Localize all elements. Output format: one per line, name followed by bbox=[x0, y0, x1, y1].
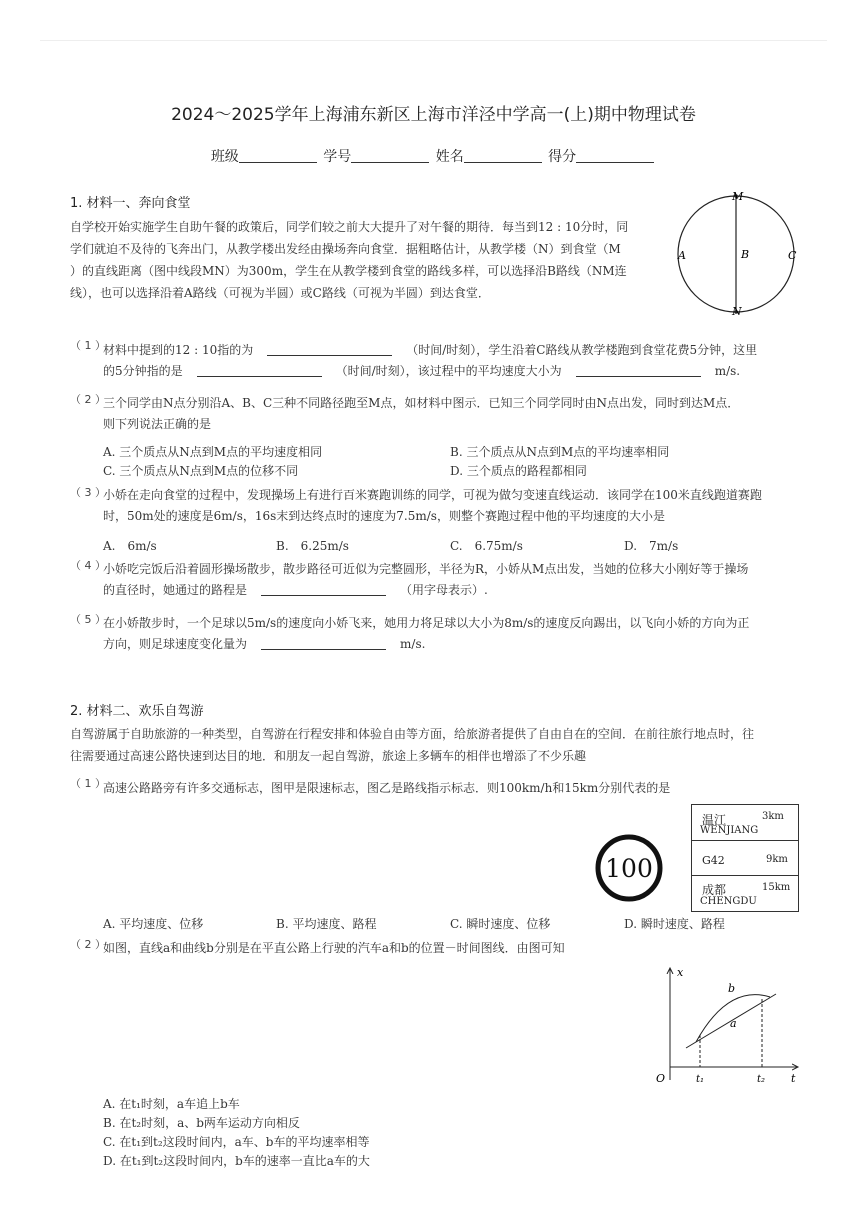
q-text: 材料中提到的12 : 10指的为 bbox=[103, 343, 254, 357]
route-row bbox=[692, 841, 798, 876]
label-b: B bbox=[741, 248, 750, 261]
route-row bbox=[692, 805, 798, 841]
q-text: 三个同学由N点分别沿A、B、C三种不同路径跑至M点，如材料中图示．已知三个同学同时由N点出发，同时到达M点． bbox=[103, 396, 740, 410]
label-m: M bbox=[732, 190, 744, 203]
material-line: 自学校开始实施学生自助午餐的政策后，同学们较之前大大提升了对午餐的期待．每当到12 : 10分时，同 bbox=[70, 220, 629, 234]
question-1-2 bbox=[103, 393, 793, 435]
top-divider bbox=[40, 40, 827, 41]
option-a[interactable]: A. 在t₁时刻，a车追上b车 bbox=[103, 1097, 240, 1111]
option-c[interactable]: C. 三个质点从N点到M点的位移不同 bbox=[103, 464, 299, 478]
question-number: （ 2 ） bbox=[70, 393, 106, 406]
t1-label: t₁ bbox=[696, 1074, 705, 1085]
question-number: （ 1 ） bbox=[70, 777, 106, 790]
option-b[interactable]: B. 三个质点从N点到M点的平均速率相同 bbox=[450, 445, 670, 459]
class-blank[interactable] bbox=[239, 148, 317, 163]
q-text: m/s. bbox=[400, 637, 426, 651]
route-name: 成都 bbox=[702, 883, 727, 897]
material-line: 学们就迫不及待的飞奔出门，从教学楼出发经由操场奔向食堂．据粗略估计，从教学楼（N）到食堂（M bbox=[70, 242, 621, 256]
question-number: （ 3 ） bbox=[70, 486, 106, 499]
id-blank[interactable] bbox=[351, 148, 429, 163]
q-text: （时间/时刻），学生沿着C路线从教学楼跑到食堂花费5分钟，这里 bbox=[406, 343, 758, 357]
option-c[interactable]: C. 瞬时速度、位移 bbox=[450, 917, 551, 931]
answer-blank[interactable] bbox=[197, 364, 322, 377]
q-text: 则下列说法正确的是 bbox=[103, 417, 212, 431]
q-text: 小娇吃完饭后沿着圆形操场散步，散步路径可近似为完整圆形，半径为R，小娇从M点出发，当她的位移大小刚好等于操场 bbox=[103, 562, 749, 576]
question-number: （ 1 ） bbox=[70, 339, 106, 352]
route-sign bbox=[691, 804, 799, 912]
q-text: 的直径时，她通过的路程是 bbox=[103, 583, 248, 597]
student-info-row bbox=[0, 146, 867, 166]
route-pinyin: CHENGDU bbox=[700, 896, 757, 907]
question-number: （ 4 ） bbox=[70, 559, 106, 572]
line-a-label: a bbox=[730, 1017, 737, 1030]
question-1-5 bbox=[103, 613, 793, 655]
page-title: 2024～2025学年上海浦东新区上海市洋泾中学高一(上)期中物理试卷 bbox=[171, 105, 696, 125]
material-line: 自驾游属于自助旅游的一种类型，自驾游在行程安排和体验自由等方面，给旅游者提供了自由自在的空间．在前往旅行地点时，往 bbox=[70, 727, 755, 741]
q-text: 时，50m处的速度是6m/s，16s末到达终点时的速度为7.5m/s，则整个赛跑过程中他的平均速度的大小是 bbox=[103, 509, 665, 523]
answer-blank[interactable] bbox=[261, 637, 386, 650]
question-number: （ 2 ） bbox=[70, 938, 106, 951]
question-number: （ 5 ） bbox=[70, 613, 106, 626]
field-name: 姓名 bbox=[435, 149, 464, 165]
section1-material bbox=[70, 216, 670, 304]
answer-blank[interactable] bbox=[576, 364, 701, 377]
q-text: （时间/时刻），该过程中的平均速度大小为 bbox=[335, 364, 562, 378]
question-1-3 bbox=[103, 485, 793, 527]
answer-blank[interactable] bbox=[267, 343, 392, 356]
option-c[interactable]: C. 6.75m/s bbox=[450, 539, 523, 553]
option-d[interactable]: D. 在t₁到t₂这段时间内，b车的速率一直比a车的大 bbox=[103, 1154, 370, 1168]
position-time-graph bbox=[648, 962, 808, 1090]
option-b[interactable]: B. 平均速度、路程 bbox=[276, 917, 377, 931]
route-row bbox=[692, 876, 798, 911]
material-line: 往需要通过高速公路快速到达目的地．和朋友一起自驾游，旅途上多辆车的相伴也增添了不少乐趣 bbox=[70, 749, 587, 763]
field-score: 得分 bbox=[548, 149, 577, 165]
route-distance: 9km bbox=[766, 854, 788, 865]
option-a[interactable]: A. 三个质点从N点到M点的平均速度相同 bbox=[103, 445, 323, 459]
score-blank[interactable] bbox=[576, 148, 654, 163]
section2-material bbox=[70, 723, 810, 767]
field-class: 班级 bbox=[210, 149, 239, 165]
speed-limit-sign bbox=[594, 833, 664, 903]
question-2-1 bbox=[103, 778, 793, 799]
q-text: 高速公路路旁有许多交通标志，图甲是限速标志，图乙是路线指示标志．则100km/h和15km分别代表的是 bbox=[103, 781, 671, 795]
option-d[interactable]: D. 三个质点的路程都相同 bbox=[450, 464, 587, 478]
label-n: N bbox=[732, 305, 742, 318]
option-a[interactable]: A. 平均速度、位移 bbox=[103, 917, 204, 931]
answer-blank[interactable] bbox=[261, 583, 386, 596]
field-id: 学号 bbox=[323, 149, 352, 165]
q-text: 小娇在走向食堂的过程中，发现操场上有进行百米赛跑训练的同学，可视为做匀变速直线运动．该同学在100米直线跑道赛跑 bbox=[103, 488, 762, 502]
circle-route-figure bbox=[672, 188, 807, 320]
q-text: 方向，则足球速度变化量为 bbox=[103, 637, 248, 651]
q-text: 的5分钟指的是 bbox=[103, 364, 183, 378]
q-text: （用字母表示）. bbox=[400, 583, 488, 597]
option-b[interactable]: B. 6.25m/s bbox=[276, 539, 349, 553]
curve-b-label: b bbox=[728, 982, 736, 995]
option-b[interactable]: B. 在t₂时刻，a、b两车运动方向相反 bbox=[103, 1116, 300, 1130]
question-1-1 bbox=[103, 340, 793, 382]
route-pinyin: WENJIANG bbox=[700, 825, 759, 836]
material-line: 线），也可以选择沿着A路线（可视为半圆）或C路线（可视为半圆）到达食堂． bbox=[70, 286, 490, 300]
route-distance: 15km bbox=[762, 882, 791, 893]
route-name: 温江 bbox=[702, 813, 727, 827]
name-blank[interactable] bbox=[464, 148, 542, 163]
speed-limit-value: 100 bbox=[605, 854, 653, 883]
question-2-2 bbox=[103, 938, 793, 959]
label-a: A bbox=[678, 249, 686, 262]
section1-heading: 1. 材料一、奔向食堂 bbox=[70, 196, 191, 211]
option-a[interactable]: A. 6m/s bbox=[103, 539, 157, 553]
t2-label: t₂ bbox=[757, 1074, 766, 1085]
origin-label: O bbox=[656, 1072, 666, 1085]
question-1-4 bbox=[103, 559, 793, 601]
option-d[interactable]: D. 瞬时速度、路程 bbox=[624, 917, 725, 931]
x-axis-label: t bbox=[791, 1072, 796, 1085]
option-d[interactable]: D. 7m/s bbox=[624, 539, 679, 553]
route-distance: 3km bbox=[762, 811, 784, 822]
q-text: 在小娇散步时，一个足球以5m/s的速度向小娇飞来，她用力将足球以大小为8m/s的速度反向踢出，以飞向小娇的方向为正 bbox=[103, 616, 750, 630]
section2-heading: 2. 材料二、欢乐自驾游 bbox=[70, 704, 204, 719]
option-c[interactable]: C. 在t₁到t₂这段时间内，a车、b车的平均速率相等 bbox=[103, 1135, 370, 1149]
q-text: 如图，直线a和曲线b分别是在平直公路上行驶的汽车a和b的位置－时间图线．由图可知 bbox=[103, 941, 565, 955]
label-c: C bbox=[788, 249, 797, 262]
route-name: G42 bbox=[702, 854, 725, 867]
q-text: m/s. bbox=[714, 364, 741, 378]
y-axis-label: x bbox=[677, 966, 684, 979]
material-line: ）的直线距离（图中线段MN）为300m，学生在从教学楼到食堂的路线多样，可以选择沿B路线（NM连 bbox=[70, 264, 627, 278]
